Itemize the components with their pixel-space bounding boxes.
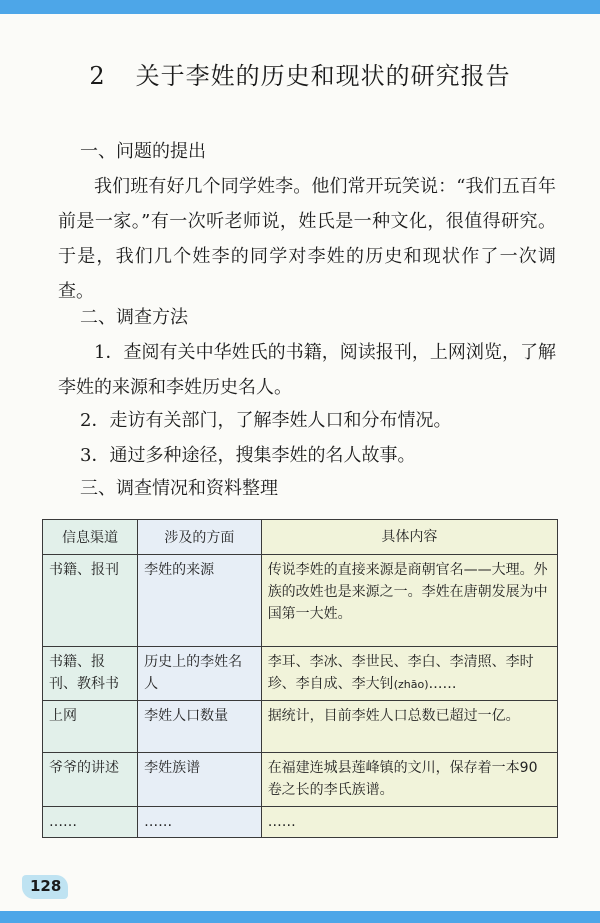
table-cell-aspect: 李姓人口数量 bbox=[138, 701, 262, 753]
table-cell-content bbox=[261, 647, 557, 701]
title-text: 关于李姓的历史和现状的研究报告 bbox=[135, 62, 511, 90]
table-cell-channel: 爷爷的讲述 bbox=[43, 753, 138, 807]
table-cell-content: 在福建连城县莲峰镇的文川，保存着一本90卷之长的李氏族谱。 bbox=[261, 753, 557, 807]
table-cell-content: …… bbox=[261, 807, 557, 838]
table-cell-aspect: …… bbox=[138, 807, 262, 838]
page-title bbox=[0, 56, 600, 91]
section-heading-2: 二、调查方法 bbox=[80, 307, 188, 328]
pinyin-annotation: (zhāo) bbox=[393, 678, 429, 691]
table-cell-content: 传说李姓的直接来源是商朝官名——大理。外族的改姓也是来源之一。李姓在唐朝发展为中国第一大姓。 bbox=[261, 555, 557, 647]
table-row bbox=[43, 701, 558, 753]
table-cell-content: 据统计，目前李姓人口总数已超过一亿。 bbox=[261, 701, 557, 753]
table-row bbox=[43, 647, 558, 701]
table-header: 信息渠道 bbox=[43, 520, 138, 555]
table-row bbox=[43, 807, 558, 838]
table-header: 涉及的方面 bbox=[138, 520, 262, 555]
top-color-band bbox=[0, 0, 600, 14]
table-cell-aspect: 历史上的李姓名人 bbox=[138, 647, 262, 701]
table-cell-aspect: 李姓族谱 bbox=[138, 753, 262, 807]
table-row bbox=[43, 555, 558, 647]
content-ellipsis: …… bbox=[428, 676, 457, 692]
table-row bbox=[43, 753, 558, 807]
table-header-row bbox=[43, 520, 558, 555]
section-heading-1: 一、问题的提出 bbox=[80, 141, 206, 162]
page-number: 128 bbox=[30, 877, 62, 895]
section-heading-3: 三、调查情况和资料整理 bbox=[80, 478, 278, 499]
table-cell-channel: 上网 bbox=[43, 701, 138, 753]
survey-table bbox=[42, 519, 558, 833]
method-item-1: 1．查阅有关中华姓氏的书籍，阅读报刊，上网浏览，了解李姓的来源和李姓历史名人。 bbox=[58, 342, 556, 398]
method-item-3: 3．通过多种途径，搜集李姓的名人故事。 bbox=[80, 445, 416, 466]
paragraph-intro: 我们班有好几个同学姓李。他们常开玩笑说：“我们五百年前是一家。”有一次听老师说，姓氏是一种文化，很值得研究。于是，我们几个姓李的同学对李姓的历史和现状作了一次调查。 bbox=[58, 176, 556, 302]
table-cell-channel: 书籍、报刊、教科书 bbox=[43, 647, 138, 701]
table-cell-channel: 书籍、报刊 bbox=[43, 555, 138, 647]
table-cell-aspect: 李姓的来源 bbox=[138, 555, 262, 647]
title-number: 2 bbox=[89, 62, 106, 90]
table-cell-channel: …… bbox=[43, 807, 138, 838]
bottom-color-band bbox=[0, 911, 600, 923]
content-text: 李耳、李冰、李世民、李白、李清照、李时珍、李自成、李大钊 bbox=[267, 654, 534, 692]
method-item-2: 2．走访有关部门，了解李姓人口和分布情况。 bbox=[80, 410, 452, 431]
table-header: 具体内容 bbox=[261, 520, 557, 555]
